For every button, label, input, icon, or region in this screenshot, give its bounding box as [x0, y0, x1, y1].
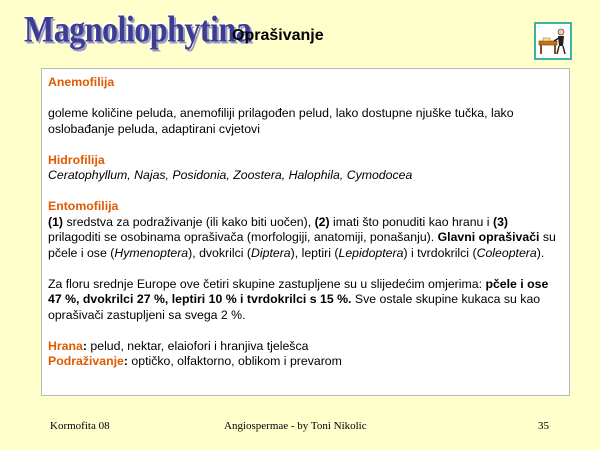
- entomofilija-text: (1) sredstva za podraživanje (ili kako biti uočen), (2) imati što ponuditi kao hranu i (3) prilagoditi se osobinama oprašivača (morfologiji, anatomiji, ponašanju). Glavni oprašivači su pčele i ose (Hymenoptera), dvokrilci (Diptera), leptiri (Lepidoptera) i tvrdokrilci (Coleoptera).: [48, 214, 556, 260]
- europe-text: Za floru srednje Europe ove četiri skupine zastupljene su u slijedećim omjerima: pčele i ose 47 %, dvokrilci 27 %, leptiri 10 % i tvrdokrilci s 15 %. Sve ostale skupine kukaca su kao oprašivači zastupljeni sa svega 2 %.: [48, 276, 549, 322]
- page-number: 35: [538, 420, 549, 432]
- hrana-line: Hrana: pelud, nektar, elaiofori i hranjiva tjelešca: [48, 338, 309, 353]
- logo-text: Magnoliophytina: [24, 8, 252, 50]
- content-box: [41, 68, 570, 396]
- anemofilija-text: goleme količine peluda, anemofiliji prilagođen pelud, lako dostupne njuške tučka, lako oslobađanje peluda, adaptirani cvjetovi: [48, 106, 514, 136]
- heading-hidrofilija: Hidrofilija: [48, 152, 105, 167]
- footer-center: Angiospermae - by Toni Nikolic: [224, 420, 367, 432]
- hidrofilija-text: Ceratophyllum, Najas, Posidonia, Zoostera, Halophila, Cymodocea: [48, 168, 413, 182]
- slide-title: Oprašivanje: [232, 27, 324, 44]
- podrazivanje-line: Podraživanje: optičko, olfaktorno, oblikom i prevarom: [48, 354, 342, 368]
- heading-entomofilija: Entomofilija: [48, 199, 119, 213]
- footer-left: Kormofita 08: [50, 420, 110, 432]
- heading-anemofilija: Anemofilija: [48, 75, 115, 89]
- teacher-desk-icon[interactable]: [534, 22, 572, 60]
